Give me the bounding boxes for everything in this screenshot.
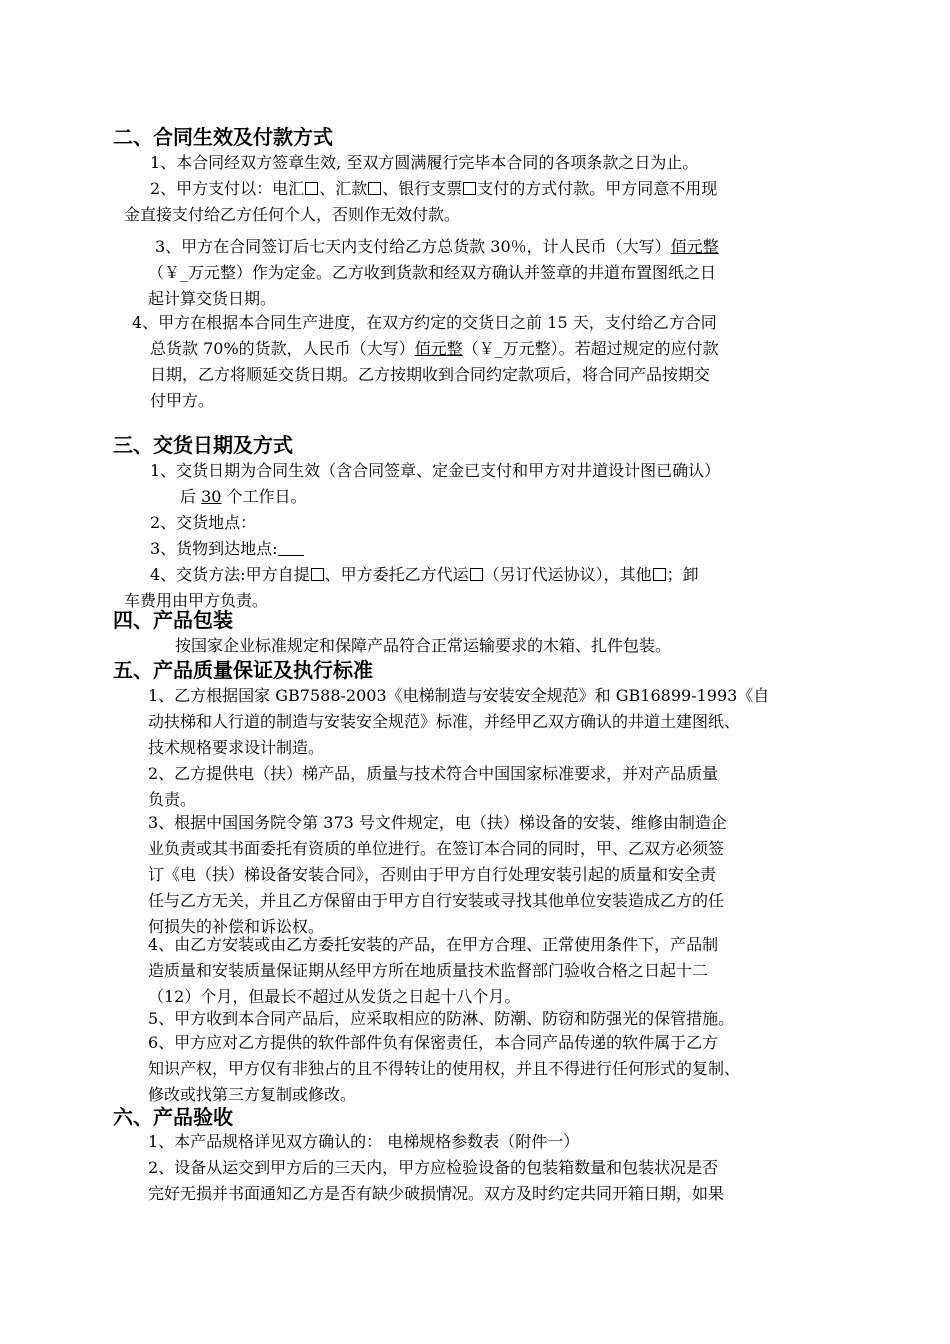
section-2-heading: 二、合同生效及付款方式 bbox=[113, 125, 333, 149]
checkbox-consigned-shipping[interactable] bbox=[470, 568, 483, 581]
section-3-heading: 三、交货日期及方式 bbox=[113, 433, 293, 457]
checkbox-remittance[interactable] bbox=[368, 182, 381, 195]
section-5-clause-3: 3、根据中国国务院令第 373 号文件规定，电（扶）梯设备的安装、维修由制造企 业负责或其书面委托有资质的单位进行。在签订本合同的同时，甲、乙双方必须签 订《电（扶）梯设备安装合同》，否则由于甲方自行处理安装引起的质量和安全责 任与乙方无关，并且乙方保留由于甲方自行安装或寻找其他单位安装造成乙方的任 何损失的补偿和诉讼权。 bbox=[148, 813, 727, 936]
section-3-clause-4: 4、交货方法:甲方自提 、甲方委托乙方代运 （另订代运协议），其他 ；卸 bbox=[150, 565, 699, 584]
section-3-clause-1: 1、交货日期为合同生效（含合同签章、定金已支付和甲方对井道设计图已确认） bbox=[150, 461, 721, 480]
section-2-clause-3-cont: （￥_万元整）作为定金。乙方收到货款和经双方确认并签章的井道布置图纸之日 起计算交货日期。 bbox=[148, 263, 717, 308]
section-3-clause-3: 3、货物到达地点: bbox=[150, 536, 304, 562]
section-3-clause-1-cont: 后 30 个工作日。 bbox=[180, 487, 307, 506]
section-2-clause-1: 1、本合同经双方签章生效, 至双方圆满履行完毕本合同的各项条款之日为止。 bbox=[150, 153, 699, 172]
section-2-clause-2-cont: 金直接支付给乙方任何个人，否则作无效付款。 bbox=[124, 205, 461, 224]
section-4-heading: 四、产品包装 bbox=[113, 608, 233, 632]
section-6-heading: 六、产品验收 bbox=[113, 1105, 233, 1129]
section-6-clause-1: 1、本产品规格详见双方确认的： 电梯规格参数表（附件一） bbox=[148, 1132, 580, 1151]
section-5-clause-4: 4、由乙方安装或由乙方委托安装的产品，在甲方合理、正常使用条件下，产品制 造质量和安装质量保证期从经甲方所在地质量技术监督部门验收合格之日起十二 （12）个月，但最长不超过从发货之日起十八个月。 bbox=[148, 935, 719, 1006]
section-5-clause-2: 2、乙方提供电（扶）梯产品，质量与技术符合中国国家标准要求，并对产品质量 负责。 bbox=[148, 764, 719, 809]
section-2-clause-3: 3、甲方在合同签订后七天内支付给乙方总货款 30％，计人民币（大写）佰元整 bbox=[155, 237, 719, 256]
section-5-clause-5: 5、甲方收到本合同产品后，应采取相应的防淋、防潮、防窃和防强光的保管措施。 bbox=[148, 1009, 735, 1028]
section-2-clause-4-cont: 总货款 70%的货款，人民币（大写）佰元整（￥_万元整）。若超过规定的应付款 日期，乙方将顺延交货日期。乙方按期收到合同约定款项后，将合同产品按期交 付甲方。 bbox=[150, 339, 719, 410]
section-5-heading: 五、产品质量保证及执行标准 bbox=[113, 658, 373, 682]
section-4-clause-1: 按国家企业标准规定和保障产品符合正常运输要求的木箱、扎件包装。 bbox=[175, 636, 672, 655]
checkbox-bank-cheque[interactable] bbox=[463, 182, 476, 195]
checkbox-self-pickup[interactable] bbox=[311, 568, 324, 581]
section-6-clause-2: 2、设备从运交到甲方后的三天内，甲方应检验设备的包装箱数量和包装状况是否 完好无损并书面通知乙方是否有缺少破损情况。双方及时约定共同开箱日期，如果 bbox=[148, 1158, 725, 1203]
section-5-clause-6: 6、甲方应对乙方提供的软件部件负有保密责任，本合同产品传递的软件属于乙方 知识产权，甲方仅有非独占的且不得转让的使用权，并且不得进行任何形式的复制、 修改或找第三方复制或修改。 bbox=[148, 1033, 741, 1104]
checkbox-wire-transfer[interactable] bbox=[305, 182, 318, 195]
section-2-clause-2: 2、甲方支付以：电汇 、汇款 、银行支票 支付的方式付款。甲方同意不用现 bbox=[150, 179, 718, 198]
checkbox-other[interactable] bbox=[653, 568, 666, 581]
section-3-clause-2: 2、交货地点： bbox=[150, 513, 257, 532]
destination-blank-field[interactable] bbox=[278, 539, 304, 556]
section-2-clause-4: 4、甲方在根据本合同生产进度，在双方约定的交货日之前 15 天，支付给乙方合同 bbox=[132, 313, 717, 332]
section-5-clause-1: 1、乙方根据国家 GB7588-2003《电梯制造与安装安全规范》和 GB16899-1993《自 动扶梯和人行道的制造与安装安全规范》标准，并经甲乙双方确认的井道土建图纸、 技术规格要求设计制造。 bbox=[148, 686, 770, 757]
section-3-clause-4-cont: 车费用由甲方负责。 bbox=[124, 591, 269, 610]
